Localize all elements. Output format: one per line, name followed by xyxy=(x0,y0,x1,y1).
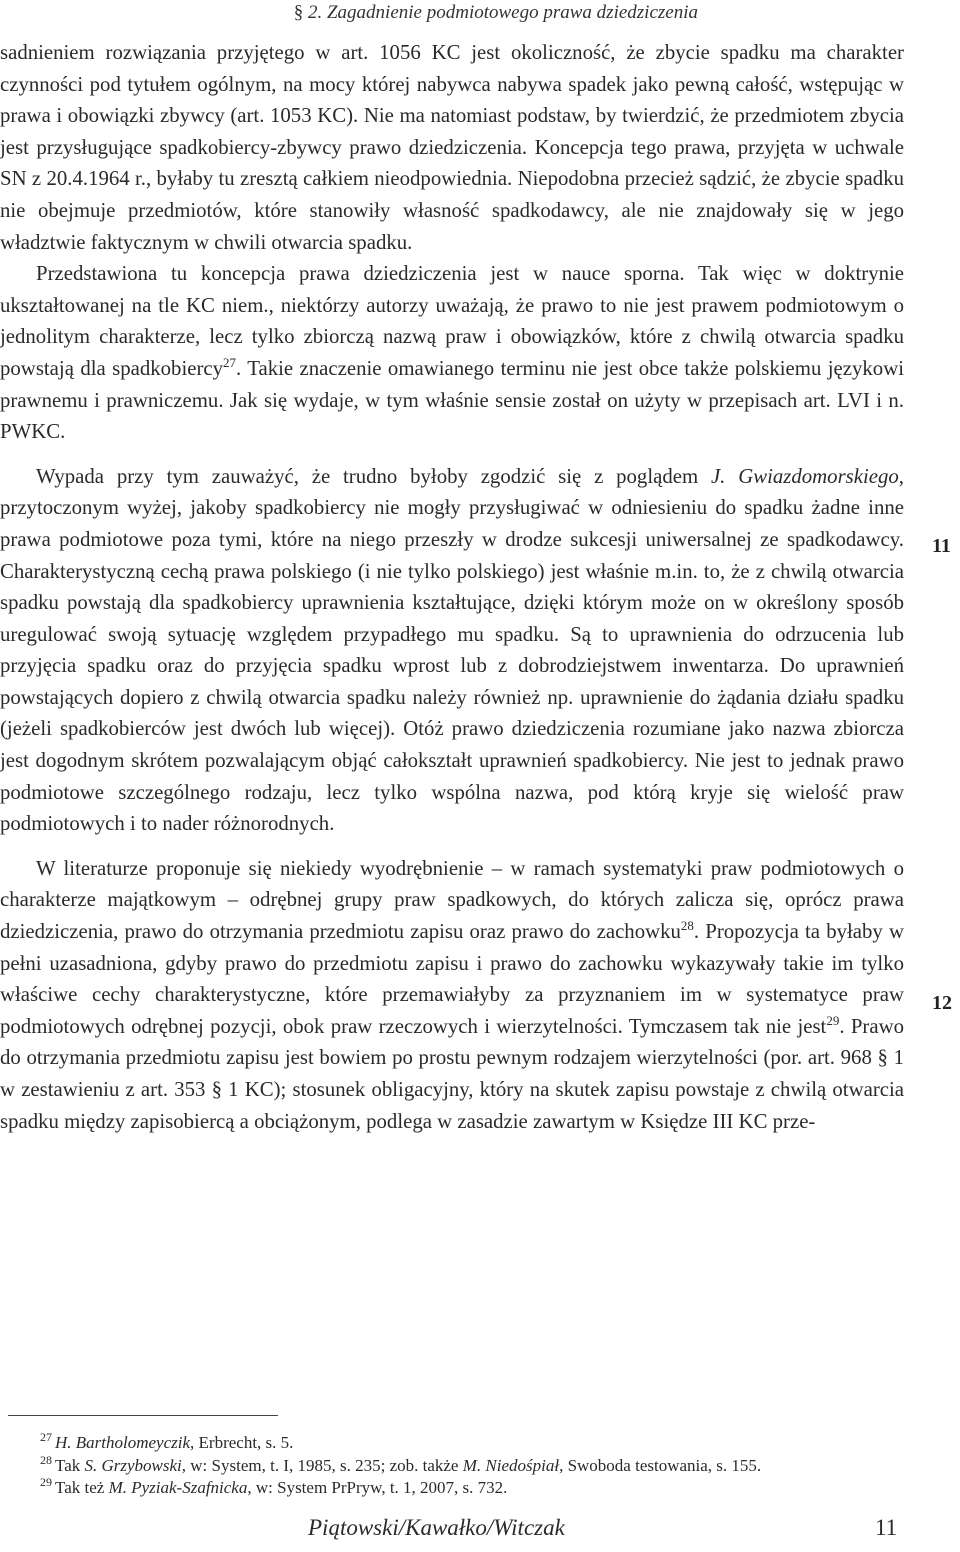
footnote xyxy=(40,1477,920,1500)
text-run: Tak też xyxy=(55,1478,109,1497)
text-run: Wypada przy tym zauważyć, że trudno byłoby zgodzić się z poglądem xyxy=(36,464,711,488)
running-head xyxy=(0,0,960,26)
footer-authors: Piątowski/Kawałko/Witczak xyxy=(308,1515,565,1540)
text-run: , w: System, t. I, 1985, s. 235; zob. także xyxy=(181,1455,463,1475)
text-run: sadnieniem rozwiązania przyjętego w art. 1056 KC jest okoliczność, że zbycie spadku ma charakter czynności pod tytułem ogólnym, na mocy której nabywca nabywa spadek jako pewną całość, wstępując w prawa i obowiązki zbywcy (art. 1053 KC). Nie ma natomiast podstaw, by twierdzić, że przedmiotem zbycia jest przysługujące spadkobiercy-zbywcy prawo dziedziczenia. Koncepcja tego prawa, przyjęta w uchwale SN z 20.4.1964 r., byłaby tu zresztą całkiem nieodpowiednia. Niepodobna przecież sądzić, że zbycie spadku nie obejmuje przedmiotów, które stanowiły własność spadkodawcy, ale nie znajdowały się w jego władztwie faktycznym w chwili otwarcia spadku. xyxy=(0,41,904,254)
italic-text: M. Pyziak-Szafnicka xyxy=(108,1478,248,1497)
text-run: Tak xyxy=(55,1455,85,1475)
paragraph xyxy=(0,853,904,1137)
margin-number: 11 xyxy=(932,535,951,557)
italic-text: M. Niedośpiał xyxy=(462,1455,560,1475)
footnote-ref: 29 xyxy=(826,1012,840,1028)
text-run: , Swoboda testowania, s. 155. xyxy=(559,1455,762,1475)
footnote-ref: 28 xyxy=(680,918,694,934)
text-run: . Prawo do otrzymania przedmiotu zapisu jest bowiem po prostu pewnym rodzajem wierzytelności (por. art. 968 § 1 w zestawieniu z art. 353 § 1 KC); stosunek obligacyjny, który na skutek zapisu powstaje z chwilą otwarcia spadku między zapisobiercą a obciążonym, podlega w zasadzie zawartym w Księdze III KC prze- xyxy=(0,1014,904,1133)
text-run: . Propozycja ta byłaby w pełni uzasadniona, gdyby prawo do przedmiotu zapisu i prawo do zachowku wykazywały takie im tylko właściwe cechy charakterystyczne, które przemawiałyby za przyznaniem im w systematyce praw podmiotowych odrębnej pozycji, obok praw rzeczowych i wierzytelności. Tymczasem tak nie jest xyxy=(0,920,904,1038)
text-run: . Takie znaczenie omawianego terminu nie jest obce także polskiemu językowi prawnemu i prawniczemu. Jak się wydaje, w tym właśnie sensie został on użyty w przepisach art. LVI i n. PWKC. xyxy=(0,356,904,444)
footnote-number: 27 xyxy=(40,1430,52,1445)
text-run: , Erbrecht, s. 5. xyxy=(190,1433,294,1452)
paragraph xyxy=(0,461,904,840)
footnote xyxy=(40,1452,920,1478)
text-run: Przedstawiona tu koncepcja prawa dziedziczenia jest w nauce sporna. Tak więc w doktrynie ukształtowanej na tle KC niem., niektórzy autorzy uważają, że prawo to nie jest prawem podmiotowym o jednolitym charakterze, lecz tylko zbiorczą nazwą praw i obowiązków, które z chwilą otwarcia spadku powstają dla spadkobiercy xyxy=(0,262,904,380)
italic-text: H. Bartholomeyczik xyxy=(55,1433,191,1452)
footnote-divider xyxy=(8,1415,278,1416)
paragraph xyxy=(0,37,904,258)
text-run: W literaturze proponuje się niekiedy wyodrębnienie – w ramach systematyki praw podmiotowych o charakterze majątkowym – odrębnej grupy praw spadkowych, do których zalicza się, oprócz prawa dziedziczenia, prawo do otrzymania przedmiotu zapisu oraz prawo do zachowku xyxy=(0,856,904,944)
footnotes xyxy=(40,1432,920,1500)
footnote-ref: 27 xyxy=(223,355,237,371)
text-run: , przytoczonym wyżej, jakoby spadkobiercy nie mogły przysługiwać w odniesieniu do spadku żadne inne prawa podmiotowe poza tymi, które na niego przeszły w drodze sukcesji uniwersalnej ze spadkodawcy. Charakterystyczną cechą prawa polskiego (i nie tylko polskiego) jest właśnie m.in. to, że z chwilą otwarcia spadku powstają dla spadkobiercy uprawnienia kształtujące, dzięki którym może on w określony sposób uregulować swoją sytuację względem przypadłego mu spadku. Są to uprawnienia do odrzucenia lub przyjęcia spadku oraz do przyjęcia spadku wprost lub z dobrodziejstwem inwentarza. Do uprawnień powstających dopiero z chwilą otwarcia spadku należy również np. uprawnienie do żądania działu spadku (jeżeli spadkobierców jest dwóch lub więcej). Otóż prawo dziedziczenia rozumiane jako nazwa zbiorcza jest dogodnym skrótem pozwalającym objąć całokształt uprawnień spadkobiercy. Nie jest to jednak prawo podmiotowe szczególnego rodzaju, lecz tylko wspólna nazwa, pod którą kryje się wielość praw podmiotowych i to nader różnorodnych. xyxy=(0,464,904,836)
footnote-number: 28 xyxy=(40,1452,52,1467)
paragraph xyxy=(0,258,904,448)
footnote-number: 29 xyxy=(40,1475,52,1490)
italic-text: S. Grzybowski xyxy=(84,1455,182,1475)
italic-text: J. Gwiazdomorskiego xyxy=(710,464,899,488)
page-footer xyxy=(0,1512,960,1544)
body-text xyxy=(0,37,904,1137)
page-number: 11 xyxy=(875,1515,898,1540)
footnote xyxy=(40,1432,920,1455)
running-head-title: § 2. Zagadnienie podmiotowego prawa dziedziczenia xyxy=(294,0,698,26)
text-run: , w: System PrPryw, t. 1, 2007, s. 732. xyxy=(247,1478,508,1497)
margin-number: 12 xyxy=(932,992,952,1014)
